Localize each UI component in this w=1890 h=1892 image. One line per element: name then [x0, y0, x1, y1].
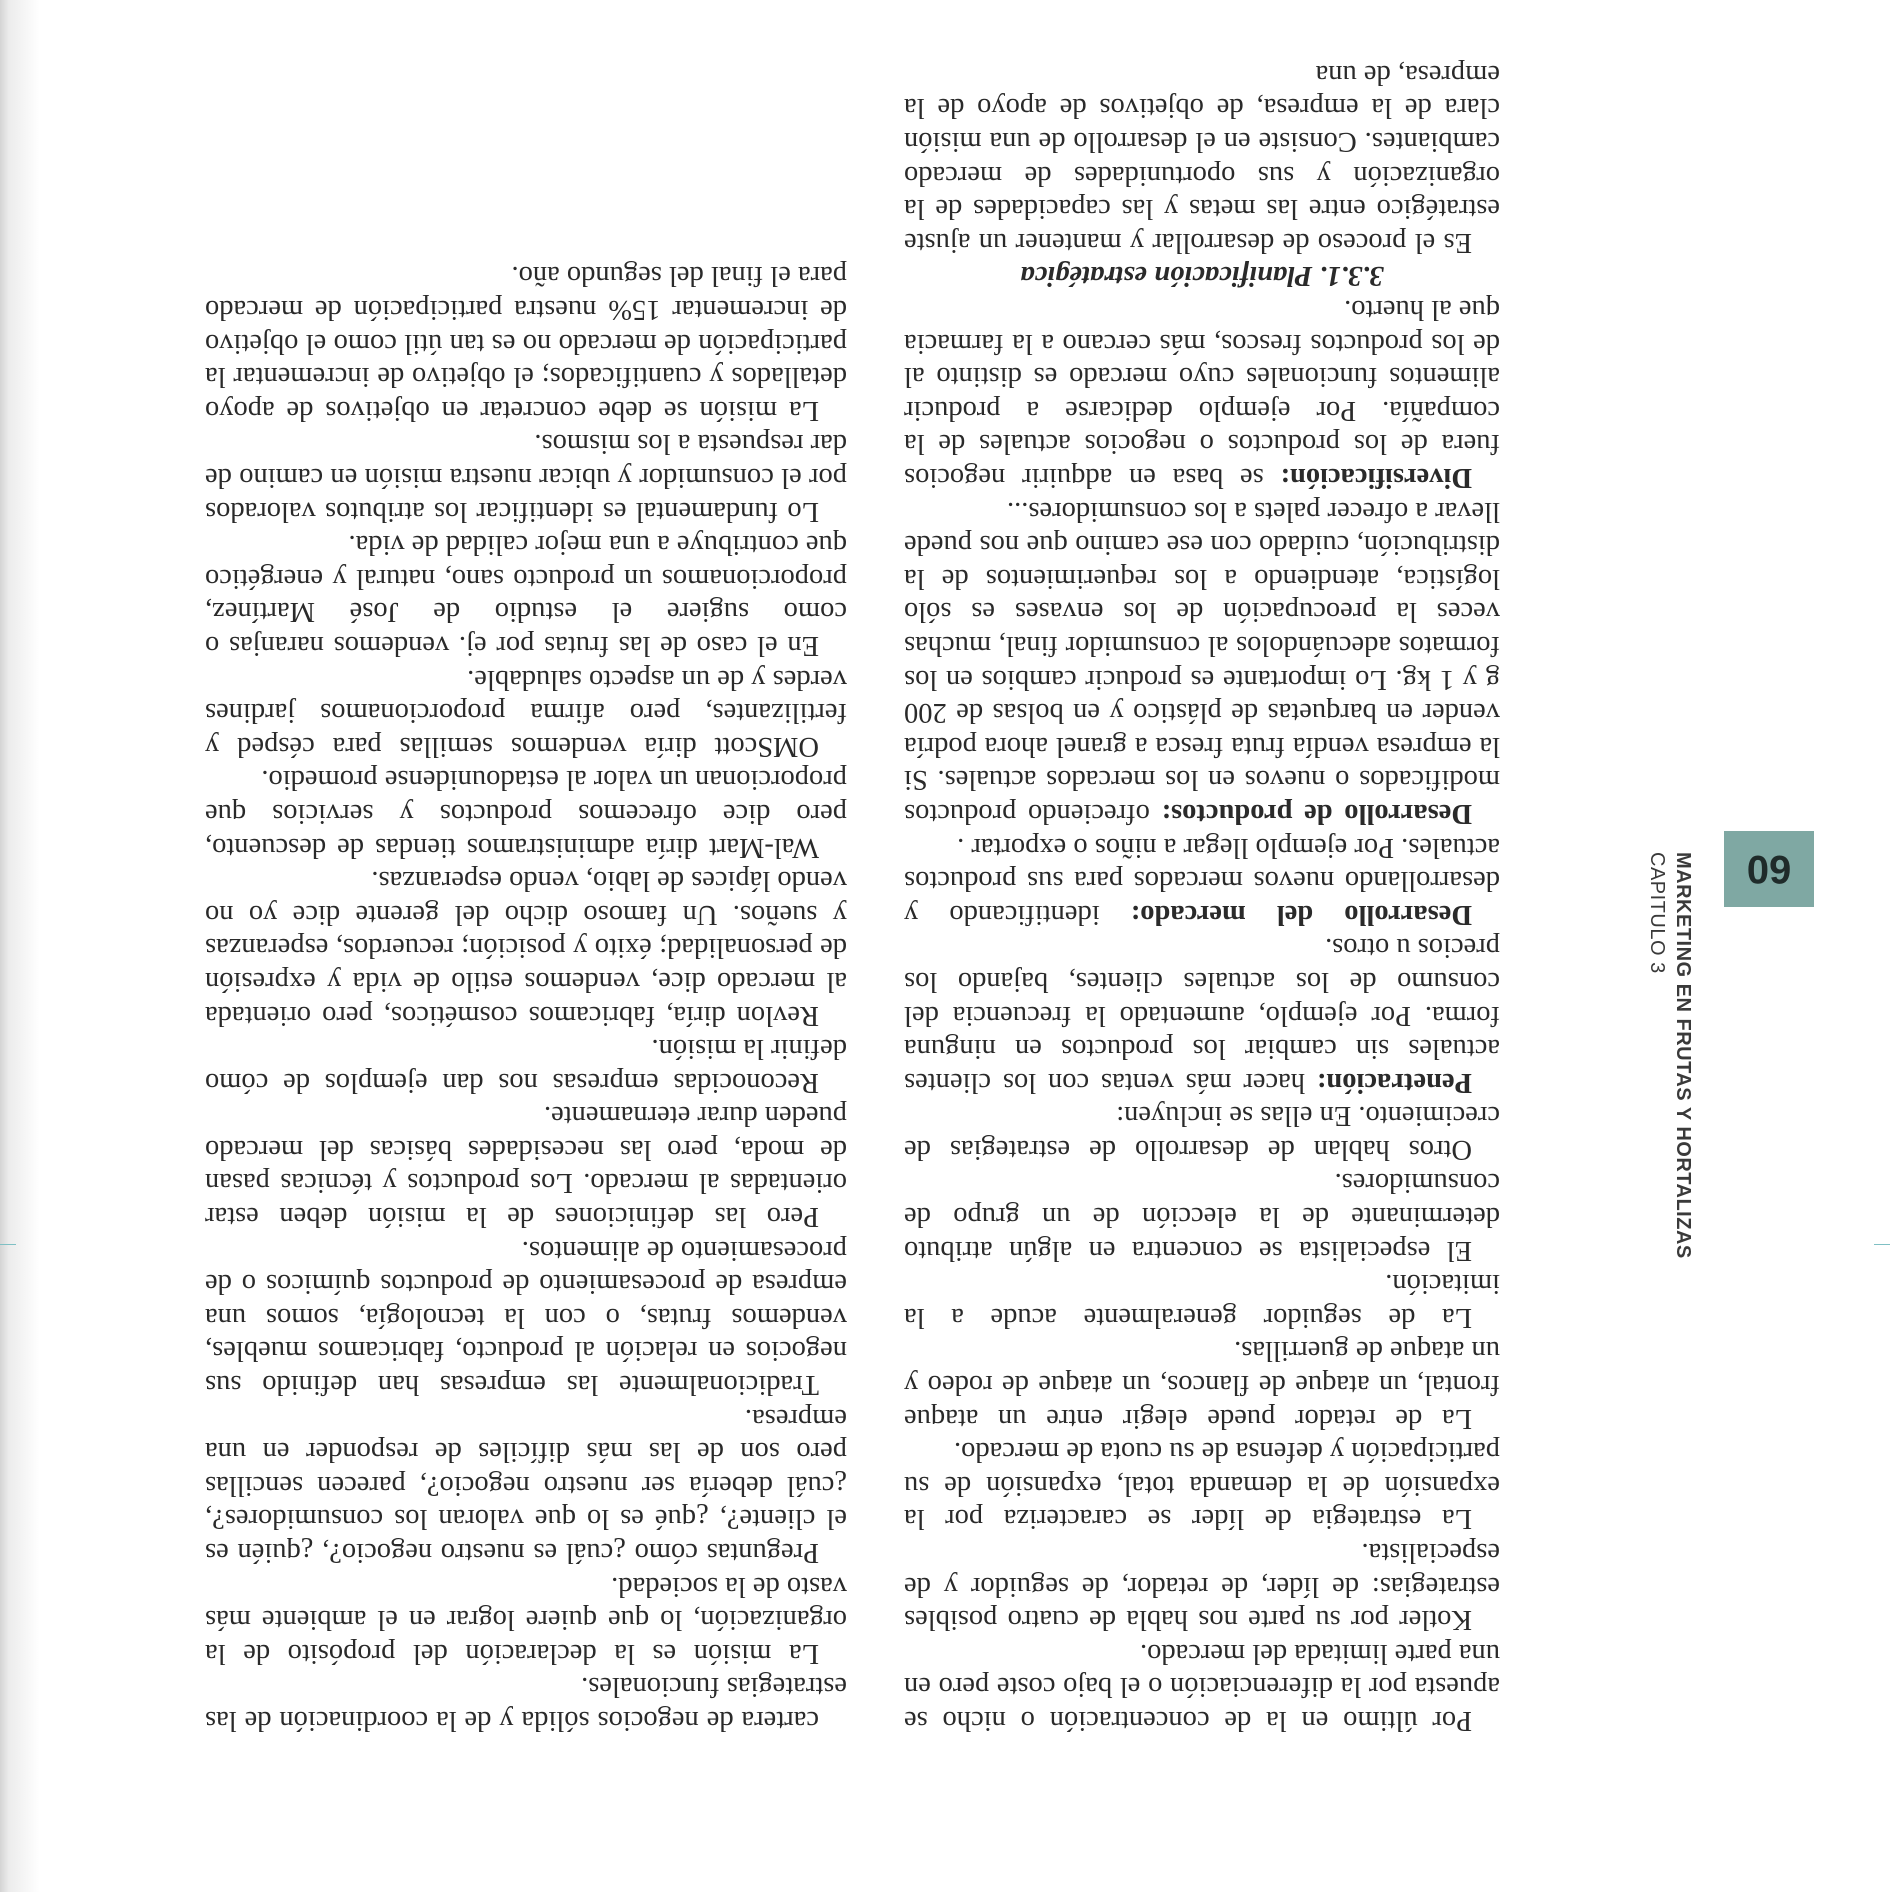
- section-heading: 3.3.1. Planificación estratégica: [1020, 260, 1384, 292]
- paragraph-text: Tradicionalmente las empresas han definido sus negocios en relación al producto, fabricamos muebles, vendemos frutas, o con la tecnología, somos una empresa de procesamiento de productos químicos o de procesamiento de alimentos.: [205, 1234, 847, 1401]
- paragraph: [904, 494, 1500, 830]
- paragraph-text: se basa en adquirir negocios fuera de los productos o negocios actuales de la compañía. Por ejemplo dedicarse a producir alimentos funcionales cuyo mercado es distinto al de los productos frescos, más cercano a la farmacia que al huerto.: [904, 294, 1500, 494]
- paragraph: [904, 830, 1500, 931]
- paragraph: [205, 528, 847, 662]
- text-column-left: [904, 57, 1500, 1737]
- paragraph-lead-term: Desarrollo del mercado:: [1130, 898, 1472, 930]
- paragraph-text: Wal-Mart diría administramos tiendas de descuento, pero dice ofrecemos productos y servicios que proporcionan un valor al estadounidense promedio.: [205, 764, 847, 863]
- paragraph: [904, 1267, 1500, 1334]
- paragraph: [205, 1233, 847, 1401]
- page-number: 60: [1746, 847, 1792, 892]
- paragraph-text: Reconocidas empresas nos dan ejemplos de cómo definir la misión.: [205, 1033, 847, 1098]
- paragraph: [904, 1636, 1500, 1737]
- crop-mark: [1874, 1244, 1890, 1245]
- paragraph: [205, 1670, 847, 1737]
- paragraph-text: La estrategia de líder se caracteriza por la expansión de la demanda total, expansión de su participación y defensa de su cuota de mercado.: [904, 1436, 1500, 1535]
- paragraph: [205, 427, 847, 528]
- paragraph-text: OMScott diría vendemos semillas para césped y fertilizantes, pero afirma proporcionamos jardines verdes y de un aspecto saludable.: [205, 663, 847, 762]
- running-header-sidebar: [1604, 0, 1814, 1892]
- paragraph-text: identificando y desarrollando nuevos mercados para sus productos actuales. Por ejemplo llegar a niños o exportar .: [904, 831, 1500, 930]
- paragraph: [904, 931, 1500, 1099]
- paragraph-text: Pero las definiciones de la misión deben estar orientadas al mercado. Los productos y técnicas pasan de moda, pero las necesidades básicas del mercado pueden durar eternamente.: [205, 1100, 847, 1233]
- paragraph: [904, 1166, 1500, 1267]
- paragraph: [205, 259, 847, 427]
- paragraph: [205, 864, 847, 1032]
- running-title: [1644, 852, 1696, 1259]
- paragraph-lead-term: Desarrollo de productos:: [1161, 797, 1472, 829]
- paragraph: [904, 1334, 1500, 1435]
- paragraph-text: La misión se debe concretar en objetivos de apoyo detallados y cuantificados; el objetivo de incrementar la participación de mercado no es tan útil como el objetivo de incrementar 15% nuestra participación de mercado para el final del segundo año.: [205, 260, 847, 426]
- paragraph: [205, 662, 847, 763]
- paragraph-text: Por último en la de concentración o nicho se apuesta por la diferenciación o el bajo coste pero en una parte limitada del mercado.: [904, 1637, 1500, 1736]
- paragraph-text: En el caso de las frutas por ej. vendemos naranjas o como sugiere el estudio de José Martínez, proporcionamos un producto sano, natural y energético que contribuye a una mejor calidad de vida.: [205, 529, 847, 661]
- paragraph: [904, 292, 1500, 494]
- paragraph-lead-term: Diversificación:: [1280, 462, 1472, 494]
- paragraph-text: hacer más ventas con los clientes actuales sin cambiar los productos en ninguna forma. Por ejemplo, aumentado la frecuencia del consumo de los actuales clientes, bajando los precios u otros.: [904, 932, 1500, 1098]
- paragraph: [205, 1099, 847, 1233]
- text-column-right: [205, 259, 847, 1737]
- paragraph: [205, 763, 847, 864]
- paragraph-text: La de seguidor generalmente acude a la imitación.: [904, 1268, 1500, 1333]
- paragraph: [904, 57, 1500, 259]
- paragraph-text: ofreciendo productos modificados o nuevos en los mercados actuales. Si la empresa vendía fruta fresca a granel ahora podría vender en barquetas de plástico y en bolsas de 200 g y 1 kg. Lo importante es producir cambios en los formatos adecuándolos al consumidor final, muchas veces la preocupación de los envases es sólo logística, atendiendo a los requerimientos de la distribución, cuidado con ese camino que nos puede llevar a ofrecer palets a los consumidores...: [903, 495, 1500, 829]
- paragraph: [904, 1435, 1500, 1536]
- paragraph-text: Es el proceso de desarrollar y mantener un ajuste estratégico entre las metas y las capacidades de la organización y sus oportunidades de mercado cambiantes. Consiste en el desarrollo de una misión clara de la empresa, de objetivos de apoyo de la empresa, de una: [904, 58, 1500, 258]
- paragraph-text: Kotler por su parte nos habla de cuatro posibles estrategias: de líder, de retador, de seguidor y de especialista.: [904, 1537, 1500, 1636]
- paragraph-text: cartera de negocios sólida y de la coordinación de las estrategias funcionales.: [205, 1671, 847, 1736]
- paragraph: [904, 1099, 1500, 1166]
- paragraph-text: El especialista se concentra en algún atributo determinante de la elección de un grupo de consumidores.: [904, 1167, 1500, 1266]
- paragraph-lead-term: Penetración:: [1316, 1066, 1472, 1098]
- chapter-label: CAPITULO 3: [1646, 852, 1668, 974]
- paragraph: [904, 1535, 1500, 1636]
- paragraph: [205, 1401, 847, 1569]
- book-title: MARKETING EN FRUTAS Y HORTALIZAS: [1672, 852, 1694, 1259]
- paragraph: [205, 1032, 847, 1099]
- page-number-box: [1724, 831, 1814, 907]
- paragraph-text: La de retador puede elegir entre un ataque frontal, un ataque de flancos, un ataque de rodeo y un ataque de guerrillas.: [904, 1335, 1500, 1434]
- paragraph-text: Preguntas cómo ¿cuál es nuestro negocio?, ¿quién es el cliente?, ¿qué es lo que valoran los consumidores?, ¿cuál debería ser nuestro negocio?, parecen sencillas pero son de las más difíciles de responder en una empresa.: [205, 1402, 847, 1569]
- paragraph-text: Lo fundamental es identificar los atributos valorados por el consumidor y ubicar nuestra misión en camino de dar respuesta a los mismos.: [205, 428, 847, 527]
- paragraph: [205, 1569, 847, 1670]
- paragraph-text: Revlon diría, fabricamos cosméticos, pero orientada al mercado dice, vendemos estilo de vida y expresión de personalidad; éxito y posición; recuerdos, esperanzas y sueños. Un famoso dicho del gerente dice yo no vendo lápices de labio, vendo esperanzas.: [205, 865, 847, 1031]
- paragraph-text: La misión es la declaración del propósito de la organización, lo que quiere lograr en el ambiente más vasto de la sociedad.: [205, 1570, 847, 1669]
- paragraph-text: Otros hablan de desarrollo de estrategias de crecimiento. En ellas se incluyen:: [904, 1100, 1500, 1165]
- binding-shadow: [0, 0, 62, 1892]
- crop-mark: [0, 1244, 16, 1245]
